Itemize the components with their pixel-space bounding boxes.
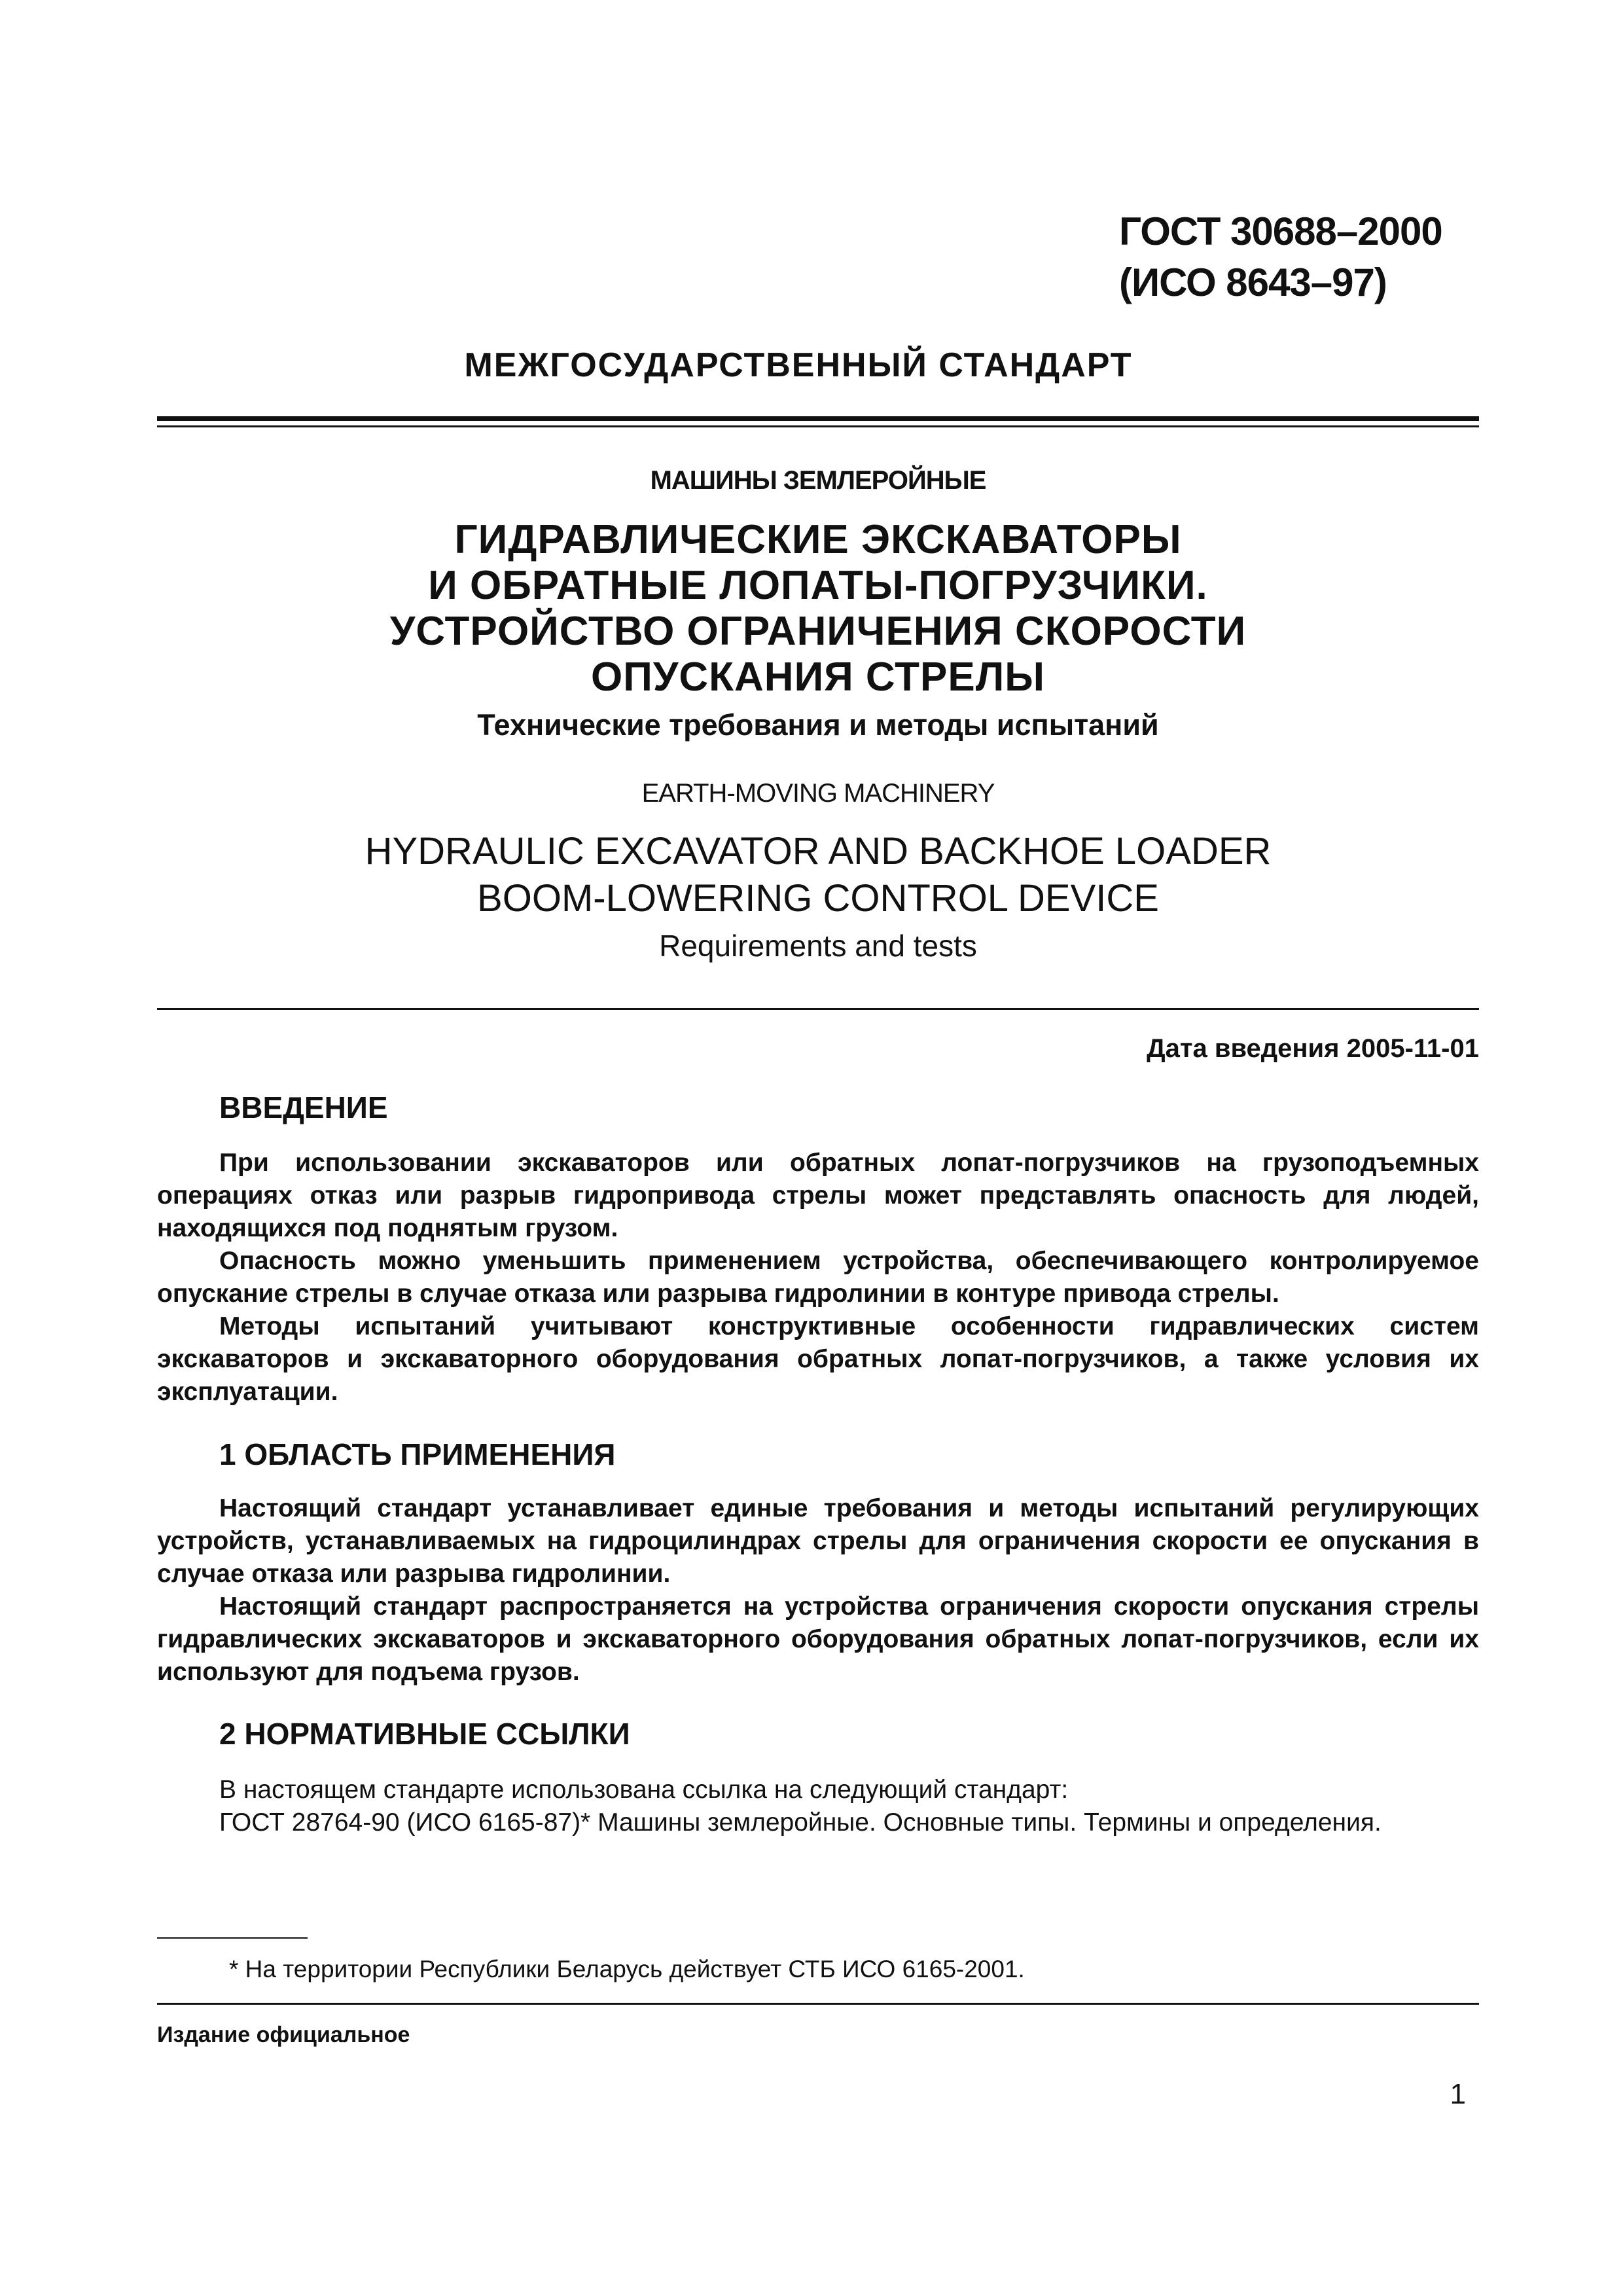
- introduction-paragraph: При использовании экскаваторов или обратных лопат-погрузчиков на грузоподъемных операциях отказ или разрыв гидропривода стрелы может представлять опасность для людей, находящихся под поднятым грузом.: [157, 1149, 1479, 1242]
- title-ru-line: ОПУСКАНИЯ СТРЕЛЫ: [591, 655, 1045, 700]
- scope-paragraph: Настоящий стандарт устанавливает единые требования и методы испытаний регулирующих устройств, устанавливаемых на гидроцилиндрах стрелы для ограничения скорости ее опускания в случае отказа или разрыва гидролинии.: [157, 1494, 1479, 1588]
- title-en: [157, 828, 1479, 922]
- standard-number-block: [1119, 206, 1442, 308]
- standard-kind: МЕЖГОСУДАРСТВЕННЫЙ СТАНДАРТ: [464, 346, 1133, 384]
- requirements-en: Requirements and tests: [659, 929, 977, 963]
- category-en: EARTH-MOVING MACHINERY: [641, 779, 995, 808]
- title-ru-line: ГИДРАВЛИЧЕСКИЕ ЭКСКАВАТОРЫ: [454, 517, 1182, 562]
- section-heading-references: 2 НОРМАТИВНЫЕ ССЫЛКИ: [219, 1717, 630, 1751]
- requirements-ru: Технические требования и методы испытаний: [477, 708, 1159, 742]
- page-number: 1: [1450, 2078, 1466, 2110]
- section-heading-introduction: ВВЕДЕНИЕ: [219, 1090, 388, 1124]
- title-ru-line: УСТРОЙСТВО ОГРАНИЧЕНИЯ СКОРОСТИ: [389, 609, 1247, 654]
- footer-rule: [157, 2003, 1479, 2005]
- edition-label: Издание официальное: [157, 2022, 410, 2047]
- iso-number: (ИСО 8643–97): [1119, 260, 1387, 304]
- category-ru: МАШИНЫ ЗЕМЛЕРОЙНЫЕ: [650, 466, 986, 495]
- title-en-line: HYDRAULIC EXCAVATOR AND BACKHOE LOADER: [365, 830, 1272, 872]
- header-rule-thin: [157, 425, 1479, 427]
- introduction-date: Дата введения 2005-11-01: [1147, 1034, 1479, 1063]
- header-rule-thick: [157, 416, 1479, 421]
- standard-number: ГОСТ 30688–2000: [1119, 209, 1442, 253]
- scope-paragraph: Настоящий стандарт распространяется на устройства ограничения скорости опускания стрелы гидравлических экскаваторов и экскаваторного оборудования обратных лопат-погрузчиков, если их используют для подъема грузов.: [157, 1592, 1479, 1686]
- introduction-paragraph: Опасность можно уменьшить применением устройства, обеспечивающего контролируемое опускание стрелы в случае отказа или разрыва гидролинии в контуре привода стрелы.: [157, 1247, 1479, 1308]
- references-paragraph: ГОСТ 28764-90 (ИСО 6165-87)* Машины землеройные. Основные типы. Термины и определения.: [219, 1808, 1382, 1837]
- footnote: * На территории Республики Беларусь действует СТБ ИСО 6165-2001.: [229, 1956, 1025, 1982]
- references-paragraph: В настоящем стандарте использована ссылка на следующий стандарт:: [219, 1776, 1069, 1804]
- footnote-rule: [157, 1937, 308, 1939]
- title-rule: [157, 1008, 1479, 1010]
- section-heading-scope: 1 ОБЛАСТЬ ПРИМЕНЕНИЯ: [219, 1437, 616, 1471]
- introduction-paragraph: Методы испытаний учитывают конструктивные особенности гидравлических систем экскаваторов и экскаваторного оборудования обратных лопат-погрузчиков, а также условия их эксплуатации.: [157, 1312, 1479, 1406]
- title-ru: [157, 517, 1479, 700]
- title-ru-line: И ОБРАТНЫЕ ЛОПАТЫ-ПОГРУЗЧИКИ.: [428, 563, 1208, 608]
- title-en-line: BOOM-LOWERING CONTROL DEVICE: [477, 877, 1159, 920]
